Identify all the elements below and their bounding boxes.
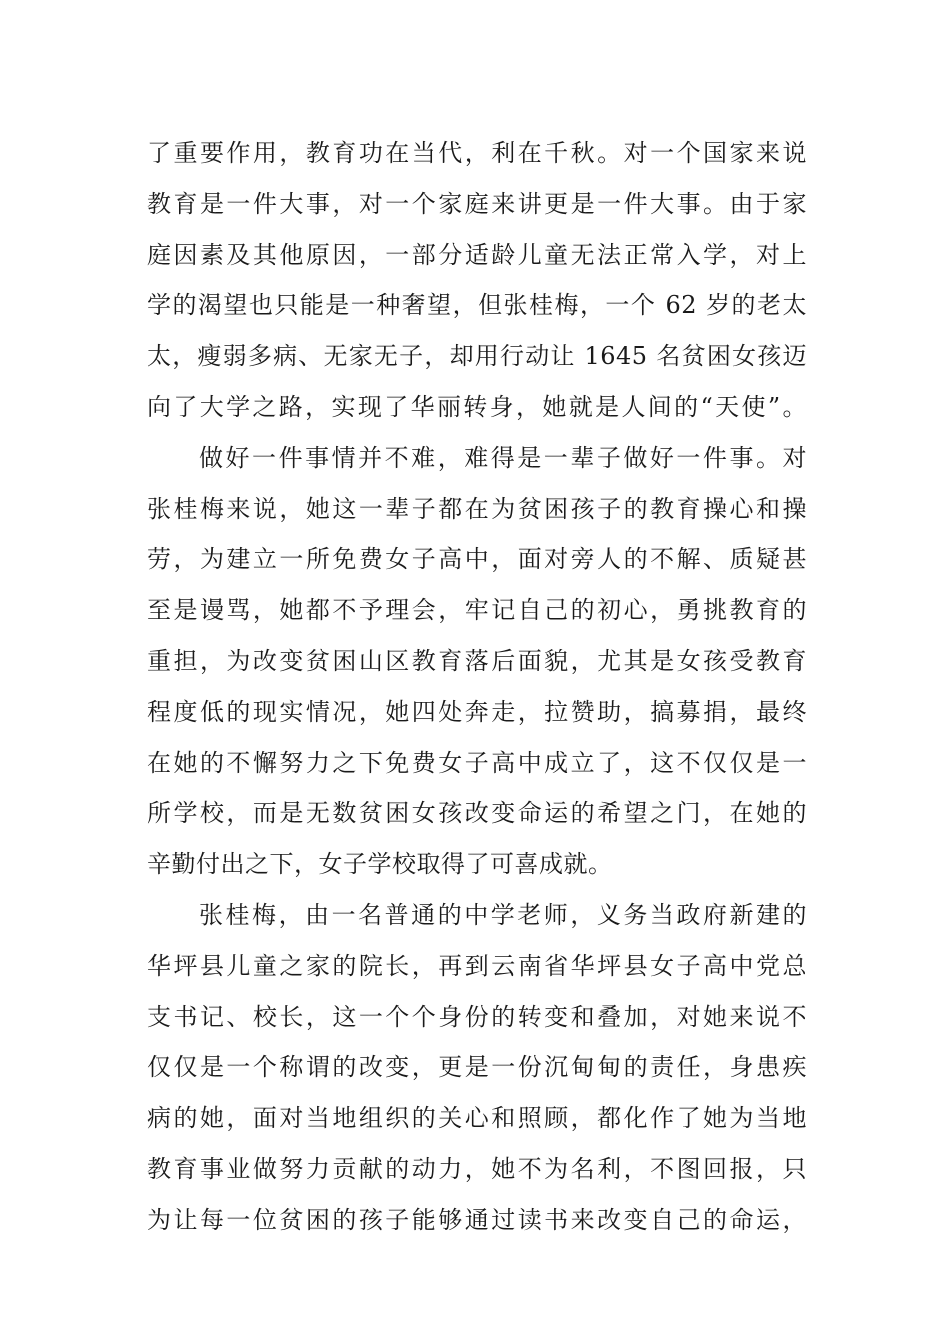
- paragraph-2-line-4: 至是谩骂，她都不予理会，牢记自己的初心，勇挑教育的: [147, 596, 807, 625]
- paragraph-3-line-5: 病的她，面对当地组织的关心和照顾，都化作了她为当地: [147, 1104, 807, 1133]
- paragraph-2-line-7: 在她的不懈努力之下免费女子高中成立了，这不仅仅是一: [147, 748, 807, 777]
- paragraph-3-line-7: 为让每一位贫困的孩子能够通过读书来改变自己的命运，: [147, 1205, 807, 1234]
- paragraph-2-line-3: 劳，为建立一所免费女子高中，面对旁人的不解、质疑甚: [147, 545, 807, 574]
- paragraph-1-line-1: 了重要作用，教育功在当代，利在千秋。对一个国家来说: [147, 139, 807, 167]
- paragraph-3-line-2: 华坪县儿童之家的院长，再到云南省华坪县女子高中党总: [147, 951, 807, 980]
- paragraph-3-line-3: 支书记、校长，这一个个身份的转变和叠加，对她来说不: [147, 1002, 807, 1031]
- paragraph-1-line-3: 庭因素及其他原因，一部分适龄儿童无法正常入学，对上: [147, 240, 807, 269]
- paragraph-3-line-4: 仅仅是一个称谓的改变，更是一份沉甸甸的责任，身患疾: [147, 1053, 807, 1082]
- paragraph-2-line-2: 张桂梅来说，她这一辈子都在为贫困孩子的教育操心和操: [147, 494, 807, 523]
- paragraph-2-line-5: 重担，为改变贫困山区教育落后面貌，尤其是女孩受教育: [147, 646, 807, 675]
- paragraph-1-line-6: 向了大学之路，实现了华丽转身，她就是人间的“天使”。: [147, 392, 807, 421]
- paragraph-2-line-1: 做好一件事情并不难，难得是一辈子做好一件事。对: [199, 443, 807, 472]
- paragraph-2-line-8: 所学校，而是无数贫困女孩改变命运的希望之门，在她的: [147, 799, 807, 828]
- body-text: [147, 128, 807, 1246]
- paragraph-1-line-5: 太，瘦弱多病、无家无子，却用行动让 1645 名贫困女孩迈: [147, 342, 807, 371]
- paragraph-3-line-1: 张桂梅，由一名普通的中学老师，义务当政府新建的: [199, 900, 807, 929]
- paragraph-2-line-6: 程度低的现实情况，她四处奔走，拉赞助，搞募捐，最终: [147, 697, 807, 726]
- paragraph-2-line-9: 辛勤付出之下，女子学校取得了可喜成就。: [147, 850, 613, 879]
- paragraph-3-line-6: 教育事业做努力贡献的动力，她不为名利，不图回报，只: [147, 1154, 807, 1183]
- paragraph-1-line-4: 学的渴望也只能是一种奢望，但张桂梅，一个 62 岁的老太: [147, 291, 807, 320]
- paragraph-1-line-2: 教育是一件大事，对一个家庭来讲更是一件大事。由于家: [147, 189, 807, 218]
